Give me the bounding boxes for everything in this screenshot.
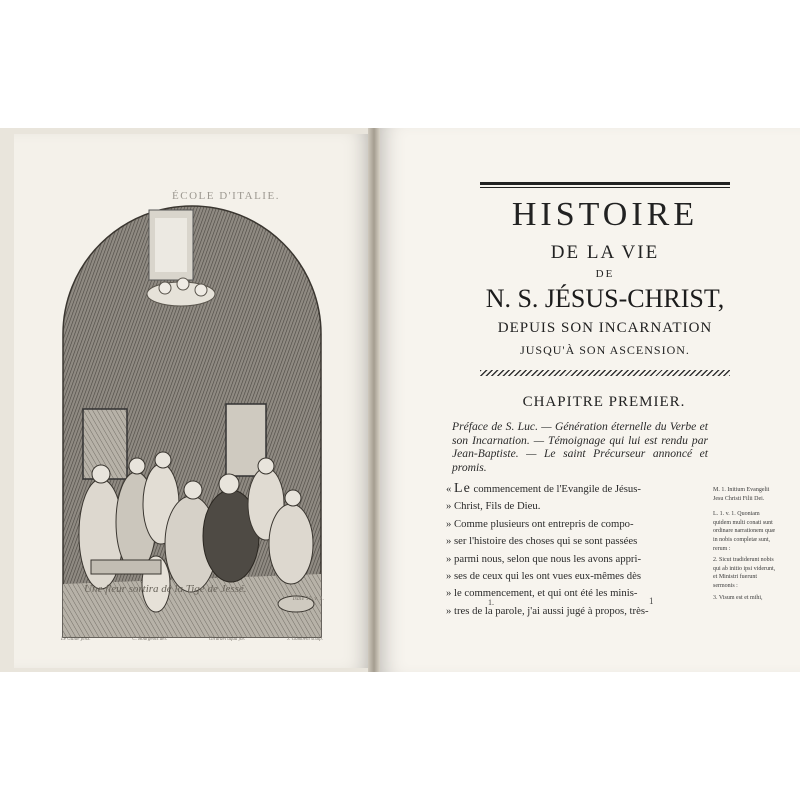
body-line: » ses de ceux qui les ont vues eux-mêmes dès — [446, 570, 641, 583]
side-note: 2. Sicut tradiderunt nobis qui ab initio ipsi viderunt, et Ministri fuerunt sermonis : — [713, 557, 776, 589]
ornamental-rule — [480, 370, 730, 376]
engraving-caption: Une fleur sortira de la Tige de Jessé. — [84, 583, 247, 595]
body-line — [446, 480, 708, 498]
title-line-3: DE — [595, 268, 615, 280]
body-line: » Christ, Fils de Dieu. — [446, 500, 541, 513]
left-page — [14, 134, 370, 668]
title-line-2: DE LA VIE — [550, 242, 660, 263]
book-title: HISTOIRE — [511, 196, 699, 233]
top-rule — [480, 182, 730, 185]
title-line-6: JUSQU'À SON ASCENSION. — [520, 343, 690, 357]
side-note: M. 1. Initium Evangelii Jesu Christi Filii Dei. — [713, 487, 770, 502]
credit-draftsman: C. Bourgeois del. — [132, 637, 168, 642]
body-line: » tres de la parole, j'ai aussi jugé à propos, très- — [446, 604, 649, 617]
latin-side-notes — [713, 486, 779, 602]
chapter-summary: Préface de S. Luc. — Génération éternelle du Verbe et son Incarnation. — Témoignage qui lui est rendu par Jean-Baptiste. — Le saint Précurseur annoncé et promis. — [452, 420, 708, 474]
open-book — [0, 128, 800, 672]
book-gutter — [368, 128, 380, 672]
top-rule-thin — [480, 187, 730, 188]
chapter-body — [446, 480, 708, 620]
credit-painter: Le Guide pinx. — [61, 637, 91, 642]
body-line-text: commencement de l'Evangile de Jésus- — [470, 483, 641, 495]
right-page — [380, 128, 800, 672]
credit-aquatint: Girardet aqua for. — [208, 637, 246, 642]
body-line: » ser l'histoire des choses qui se sont passées — [446, 535, 638, 548]
body-line: » Comme plusieurs ont entrepris de compo- — [446, 517, 634, 530]
drop-cap: Le — [454, 481, 471, 496]
body-line: » parmi nous, selon que nous les avons appri- — [446, 552, 642, 565]
engraving-credits — [61, 637, 323, 642]
opening-quote: « — [446, 483, 452, 495]
body-line: » le commencement, et qui ont été les minis- — [446, 587, 638, 600]
school-label: ÉCOLE D'ITALIE. — [172, 190, 280, 202]
engraving-image — [61, 204, 323, 639]
signature-mark: 1. — [488, 598, 494, 607]
title-line-4: N. S. JÉSUS-CHRIST, — [485, 284, 725, 313]
engraving-plate — [61, 204, 323, 639]
page-number: 1 — [649, 596, 654, 606]
side-note: L. 1. v. 1. Quoniam quidem multi conati sunt ordinare narrationem quæ in nobis completæ sunt, rerum : — [713, 511, 775, 552]
caption-reference: Isaïe 11. v. 1. — [292, 596, 324, 602]
credit-engraver: J. Gambeni sculp. — [286, 637, 323, 642]
chapter-heading: CHAPITRE PREMIER. — [522, 394, 686, 410]
title-line-5: DEPUIS SON INCARNATION — [497, 320, 713, 336]
side-note: 3. Visum est et mihi, — [713, 594, 763, 601]
